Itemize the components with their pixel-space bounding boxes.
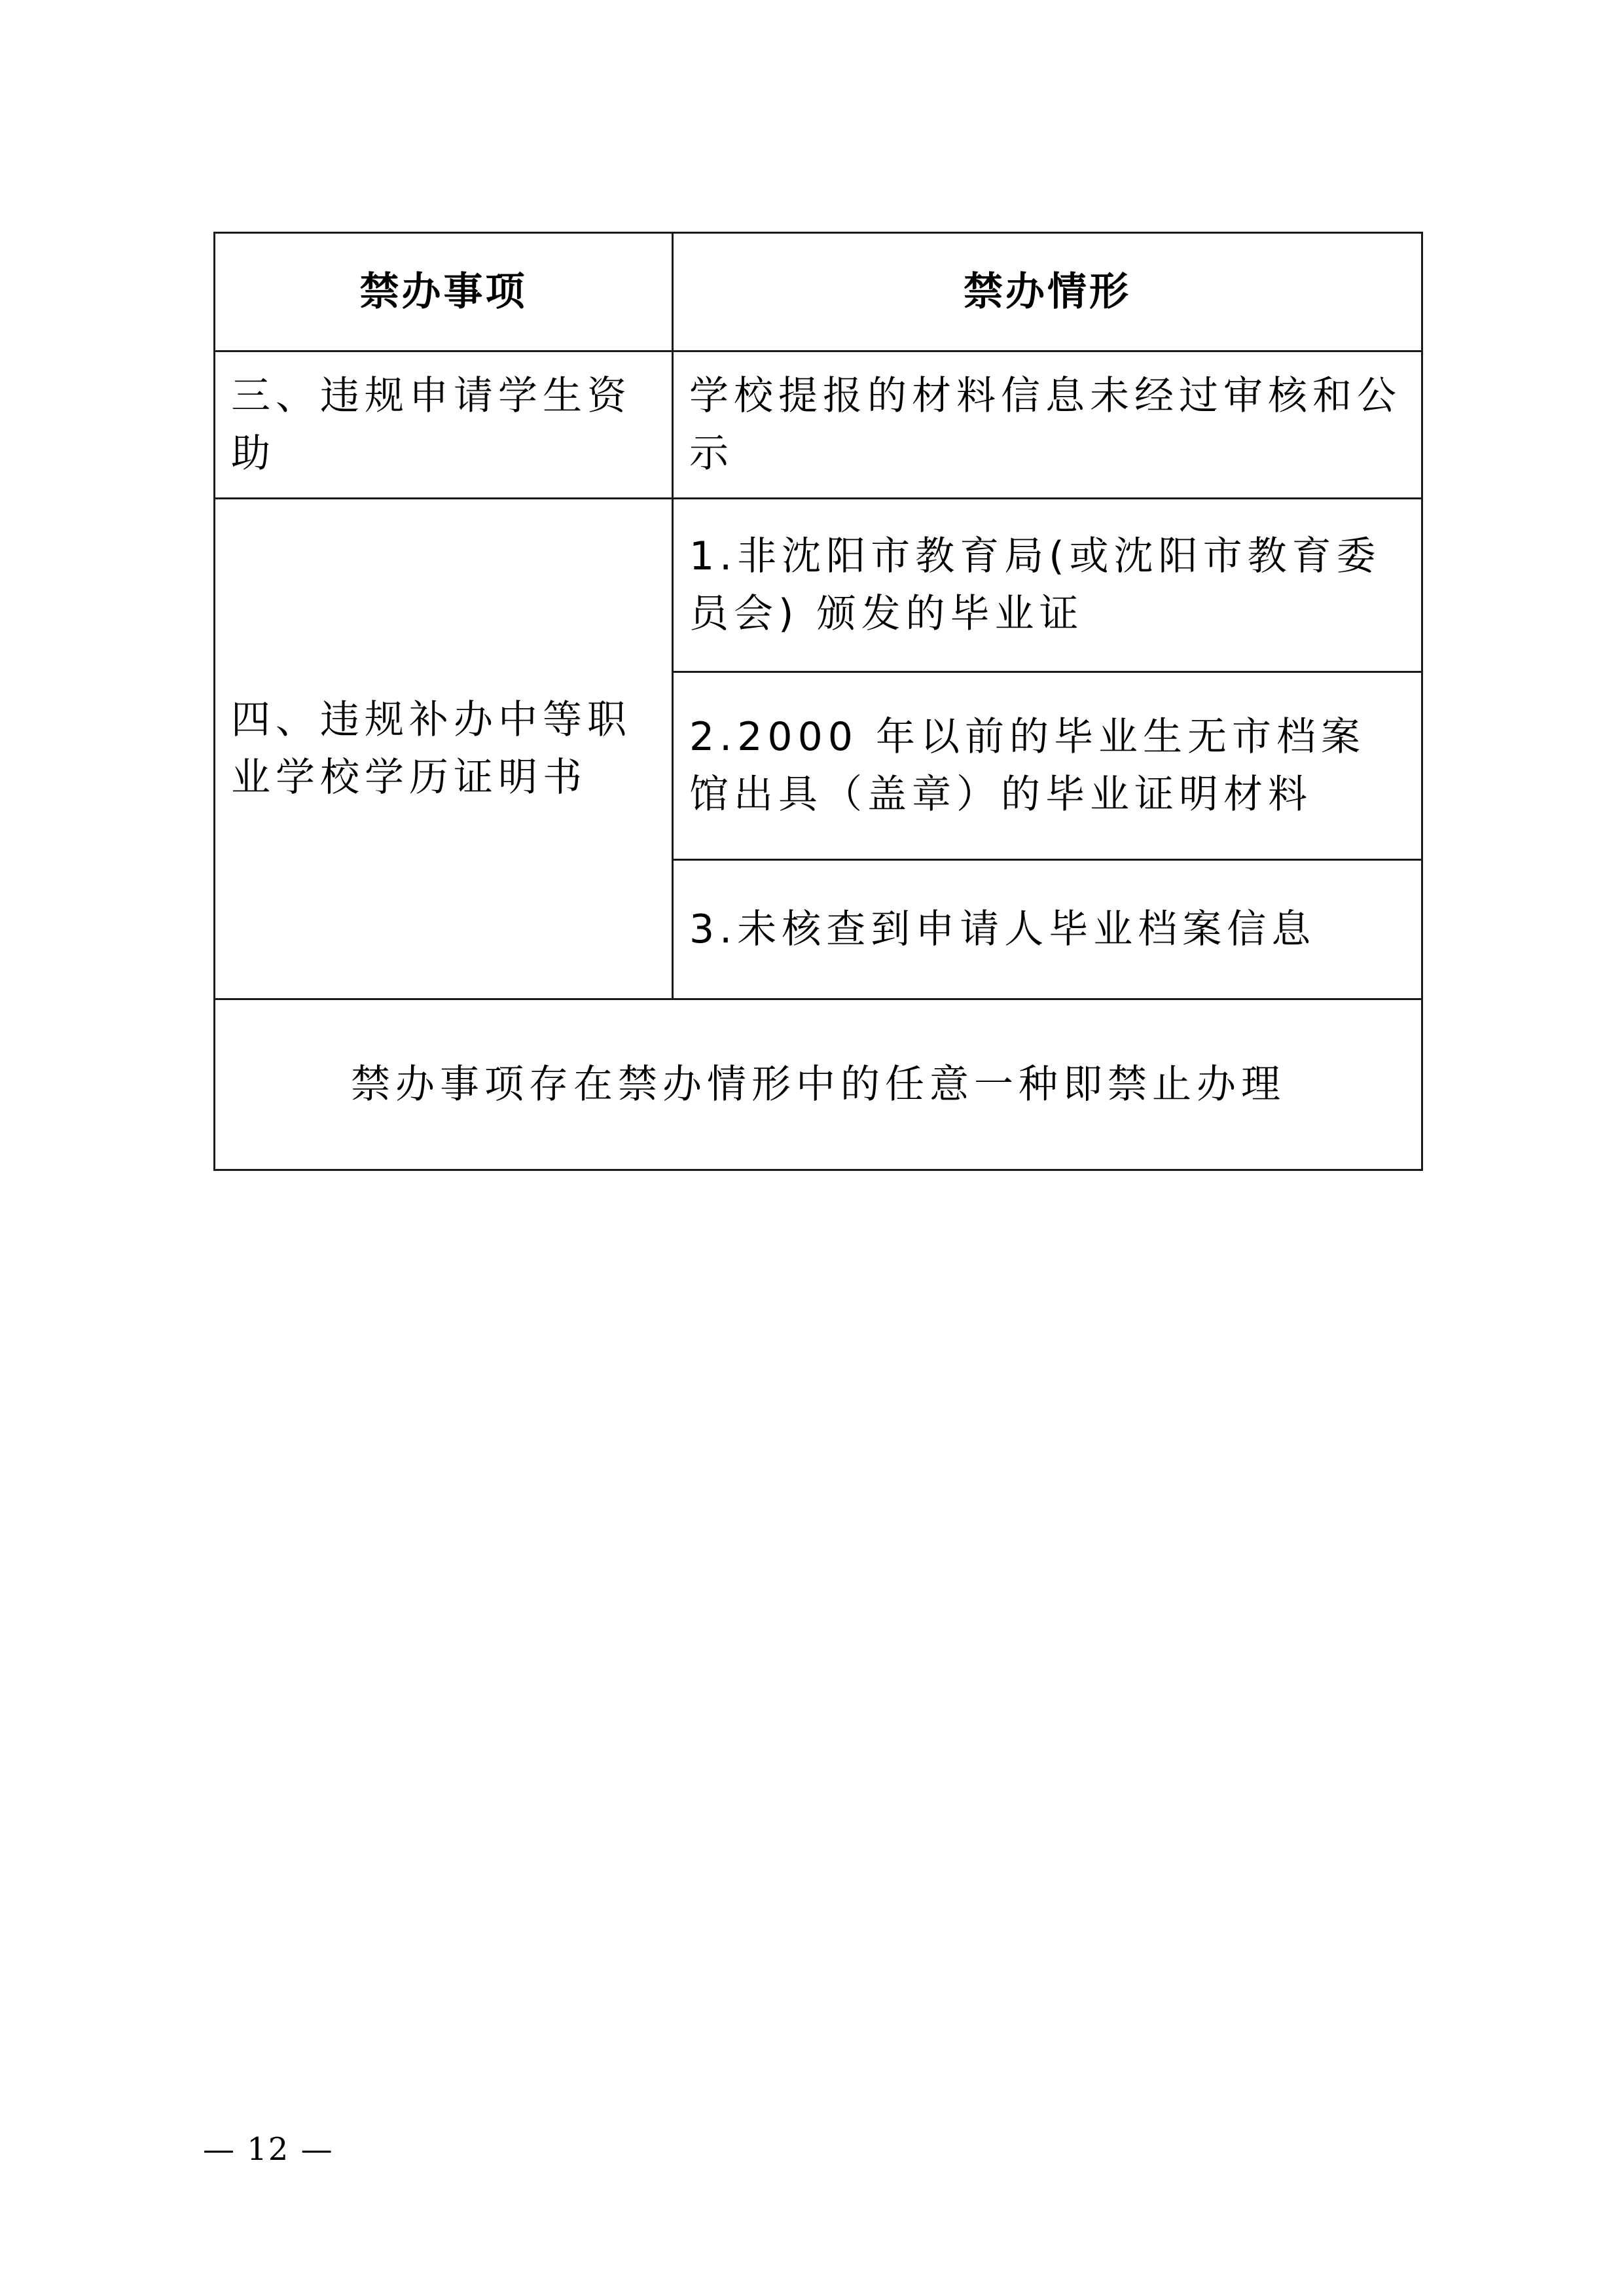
prohibited-case-cell: 1.非沈阳市教育局(或沈阳市教育委员会) 颁发的毕业证 [673,499,1422,672]
prohibited-item-cell: 三、违规申请学生资助 [215,351,673,499]
table-footer-note: 禁办事项存在禁办情形中的任意一种即禁止办理 [215,999,1422,1170]
table-footer-row [215,999,1422,1170]
table-row [215,351,1422,499]
header-prohibited-item: 禁办事项 [215,233,673,351]
table-header-row [215,233,1422,351]
prohibited-case-cell: 学校提报的材料信息未经过审核和公示 [673,351,1422,499]
prohibited-item-cell: 四、违规补办中等职业学校学历证明书 [215,499,673,999]
table-row [215,499,1422,672]
page-number: — 12 — [203,2131,334,2168]
header-prohibited-case: 禁办情形 [673,233,1422,351]
prohibited-case-cell: 2.2000 年以前的毕业生无市档案馆出具（盖章）的毕业证明材料 [673,672,1422,860]
prohibited-items-table [213,232,1423,1171]
prohibited-case-cell: 3.未核查到申请人毕业档案信息 [673,860,1422,999]
